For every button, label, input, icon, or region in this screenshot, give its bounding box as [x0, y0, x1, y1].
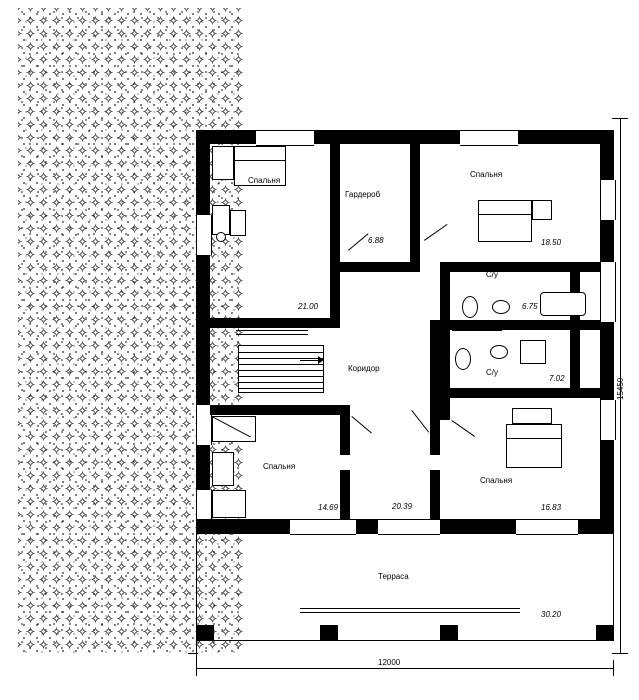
furniture-wardrobe [212, 205, 230, 235]
interior-wall [210, 405, 340, 415]
dimension-tick-right-top [612, 118, 628, 119]
exterior-wall-right [600, 220, 614, 262]
corridor-detail-line [236, 330, 308, 331]
interior-wall [570, 330, 580, 388]
furniture-toilet [455, 348, 471, 370]
interior-wall [410, 144, 420, 272]
room-label-bedroom-top-left: Спальня [248, 176, 281, 185]
dimension-height-label: 15450 [616, 377, 625, 400]
area-corridor: 20.39 [392, 502, 413, 511]
room-label-bedroom-bottom-left: Спальня [263, 462, 296, 471]
area-bedroom-top-left: 21.00 [298, 302, 319, 311]
dimension-tick-bottom-right [613, 660, 614, 676]
exterior-wall-right [600, 130, 614, 180]
furniture-sink [492, 300, 510, 314]
furniture-bed-detail [234, 160, 286, 161]
area-bedroom-bottom-right: 16.83 [541, 503, 562, 512]
exterior-wall-left [196, 130, 210, 215]
interior-wall [440, 320, 600, 330]
furniture-nightstand [512, 408, 552, 424]
window-right-3 [600, 400, 616, 440]
room-label-corridor: Коридор [348, 364, 380, 373]
exterior-wall-bottom [440, 519, 516, 533]
window-left-3 [196, 490, 212, 520]
terrace-pier [596, 625, 614, 641]
interior-wall [440, 262, 450, 327]
door-swing [424, 224, 448, 241]
bath-detail-line [452, 330, 502, 331]
interior-wall [430, 420, 440, 455]
interior-wall [340, 470, 350, 520]
dimension-line-bottom [196, 668, 614, 669]
window-top-1 [256, 130, 314, 146]
interior-wall [430, 470, 440, 520]
furniture-desk [230, 210, 246, 236]
furniture-nightstand [212, 146, 234, 180]
furniture-bathtub [540, 292, 586, 316]
terrace-detail-line [300, 608, 520, 609]
interior-wall [440, 388, 600, 398]
terrace-pier [320, 625, 338, 641]
window-top-2 [460, 130, 518, 146]
interior-wall [330, 264, 340, 326]
exterior-wall-bottom [196, 519, 290, 533]
exterior-wall-left [196, 445, 210, 490]
window-left-1 [196, 215, 212, 255]
window-bottom-2 [378, 519, 440, 535]
area-bedroom-bottom-left: 14.69 [318, 503, 339, 512]
room-label-bath-lower: С/у [486, 368, 498, 377]
terrace-outline [196, 533, 614, 641]
room-label-wardrobe: Гардероб [345, 190, 381, 199]
furniture-wardrobe [212, 490, 246, 518]
interior-wall [430, 320, 450, 420]
exterior-wall-left [196, 255, 210, 405]
area-bath-lower: 7.02 [549, 374, 565, 383]
exterior-wall-top [314, 130, 460, 144]
guide-left-vertical [196, 640, 197, 676]
terrace-detail-line [300, 612, 520, 613]
dimension-tick-right-bottom [612, 653, 628, 654]
staircase [238, 345, 324, 393]
exterior-wall-bottom [356, 519, 378, 533]
furniture-bed [506, 424, 562, 468]
area-bedroom-top-right: 18.50 [541, 238, 562, 247]
interior-wall [210, 318, 340, 328]
furniture-toilet [462, 296, 478, 318]
exterior-wall-bottom [578, 519, 614, 533]
furniture-nightstand [212, 452, 234, 486]
door-swing [451, 420, 475, 437]
dimension-width-label: 12000 [378, 658, 401, 667]
window-right-2 [600, 262, 616, 322]
exterior-wall-right [600, 322, 614, 400]
furniture-chair [216, 232, 226, 242]
corridor-detail-line [236, 334, 308, 335]
door-swing [411, 410, 429, 433]
terrace-pier [196, 625, 214, 641]
area-bath-upper: 6.75 [522, 302, 538, 311]
room-label-bedroom-bottom-right: Спальня [480, 476, 513, 485]
guide-left-tick [188, 653, 198, 654]
window-right-1 [600, 180, 616, 220]
furniture-sink [490, 345, 508, 359]
stair-arrow-head [318, 356, 324, 364]
area-terrace: 30.20 [541, 610, 562, 619]
interior-wall [330, 144, 340, 264]
door-swing [348, 233, 369, 250]
room-label-bath-upper: С/у [486, 270, 498, 279]
furniture-shower [520, 340, 546, 364]
furniture-bed-detail [506, 438, 562, 439]
window-bottom-3 [516, 519, 578, 535]
area-wardrobe: 6.88 [368, 236, 384, 245]
terrace-pier [440, 625, 458, 641]
interior-wall [340, 262, 420, 272]
room-label-bedroom-top-right: Спальня [470, 170, 503, 179]
room-label-terrace: Терраса [378, 572, 409, 581]
window-bottom-1 [290, 519, 356, 535]
interior-wall [340, 405, 350, 455]
door-swing [351, 416, 372, 433]
